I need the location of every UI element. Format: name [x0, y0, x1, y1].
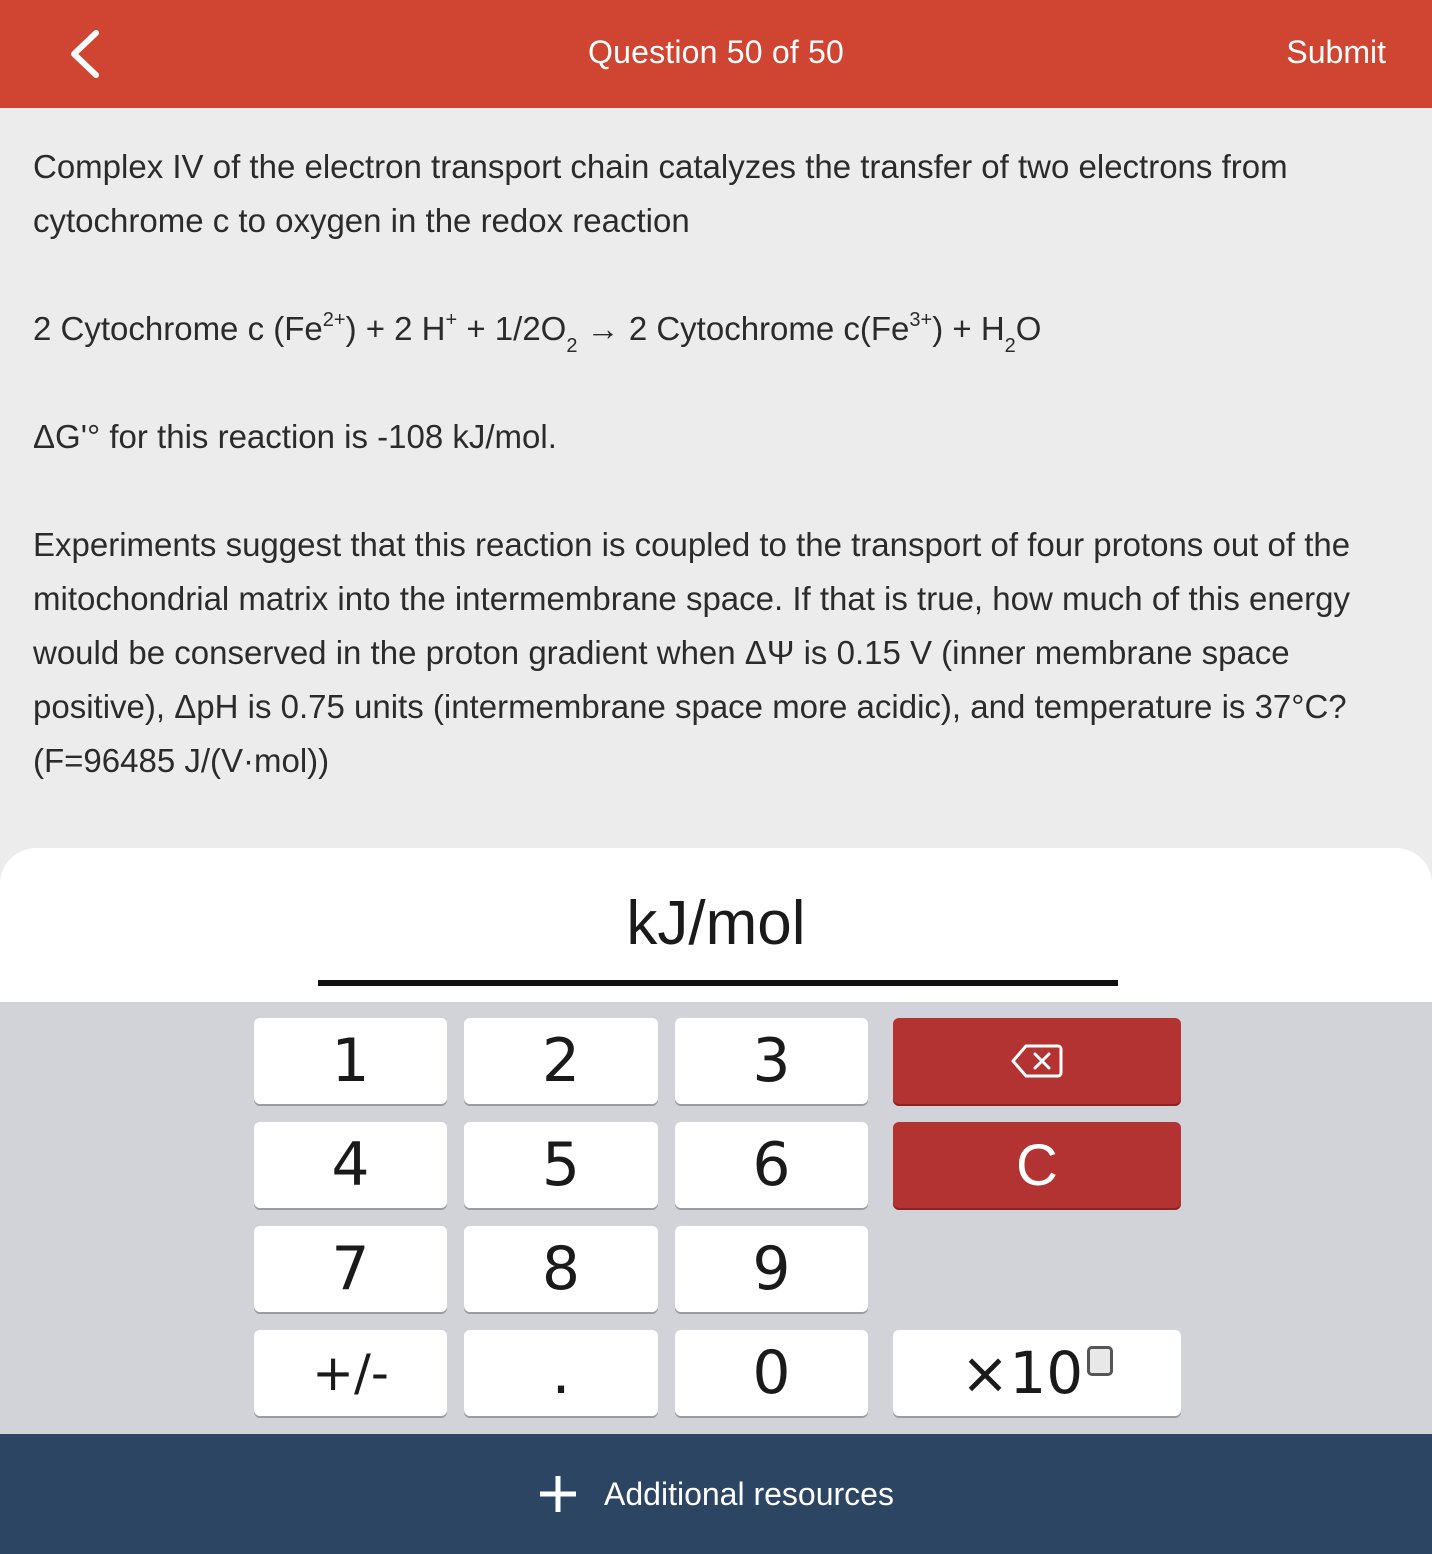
numeric-keypad: [0, 1002, 1432, 1434]
times-ten-button[interactable]: [893, 1330, 1181, 1416]
answer-panel: [0, 848, 1432, 1008]
key-6[interactable]: 6: [675, 1122, 868, 1208]
key-7[interactable]: 7: [254, 1226, 447, 1312]
question-intro: Complex IV of the electron transport chain catalyzes the transfer of two electrons from cytochrome c to oxygen in the redox reaction: [33, 148, 1288, 239]
key-0[interactable]: 0: [675, 1330, 868, 1416]
equation-superscript: +: [445, 309, 458, 331]
equation-text: ) + 2 H: [345, 310, 446, 347]
key-2[interactable]: 2: [464, 1018, 658, 1104]
equation-text: → 2 Cytochrome c(Fe: [577, 310, 910, 347]
key-4[interactable]: 4: [254, 1122, 447, 1208]
submit-button[interactable]: Submit: [1286, 34, 1386, 70]
equation-subscript: 2: [566, 335, 578, 357]
backspace-button[interactable]: [893, 1018, 1181, 1104]
question-prompt: Experiments suggest that this reaction is coupled to the transport of four protons out of the mitochondrial matrix into the intermembrane space. If that is true, how much of this energy would be conserved in the proton gradient when ΔΨ is 0.15 V (inner membrane space positive), ΔpH is 0.75 units (intermembrane space more acidic), and temperature is 37°C? (F=96485 J/(V·mol)): [33, 526, 1351, 779]
equation-text: 2 Cytochrome c (Fe: [33, 310, 323, 347]
equation-text: ) + H: [932, 310, 1005, 347]
additional-resources-button[interactable]: [0, 1434, 1432, 1554]
key-3[interactable]: 3: [675, 1018, 868, 1104]
equation-text: + 1/2O: [457, 310, 567, 347]
answer-input[interactable]: [318, 980, 1118, 986]
clear-button[interactable]: C: [893, 1122, 1181, 1208]
reaction-equation: [33, 302, 1408, 356]
equation-text: O: [1015, 310, 1042, 347]
key-5[interactable]: 5: [464, 1122, 658, 1208]
key-9[interactable]: 9: [675, 1226, 868, 1312]
equation-subscript: 2: [1004, 335, 1016, 357]
question-text: [33, 140, 1408, 788]
equation-superscript: 3+: [909, 309, 933, 331]
delta-g-statement: ΔG'° for this reaction is -108 kJ/mol.: [33, 418, 557, 455]
equation-superscript: 2+: [322, 309, 346, 331]
key-1[interactable]: 1: [254, 1018, 447, 1104]
times-ten-label: ×10: [960, 1339, 1084, 1407]
question-counter: Question 50 of 50: [587, 34, 845, 70]
decimal-button[interactable]: .: [464, 1330, 658, 1416]
key-8[interactable]: 8: [464, 1226, 658, 1312]
exponent-placeholder-icon: [1087, 1346, 1113, 1376]
top-bar: [0, 0, 1432, 108]
plus-minus-button[interactable]: +/-: [254, 1330, 447, 1416]
backspace-icon: [1011, 1043, 1063, 1079]
additional-resources-label: Additional resources: [604, 1475, 894, 1512]
answer-unit: kJ/mol: [626, 889, 806, 958]
plus-icon: [538, 1474, 578, 1514]
